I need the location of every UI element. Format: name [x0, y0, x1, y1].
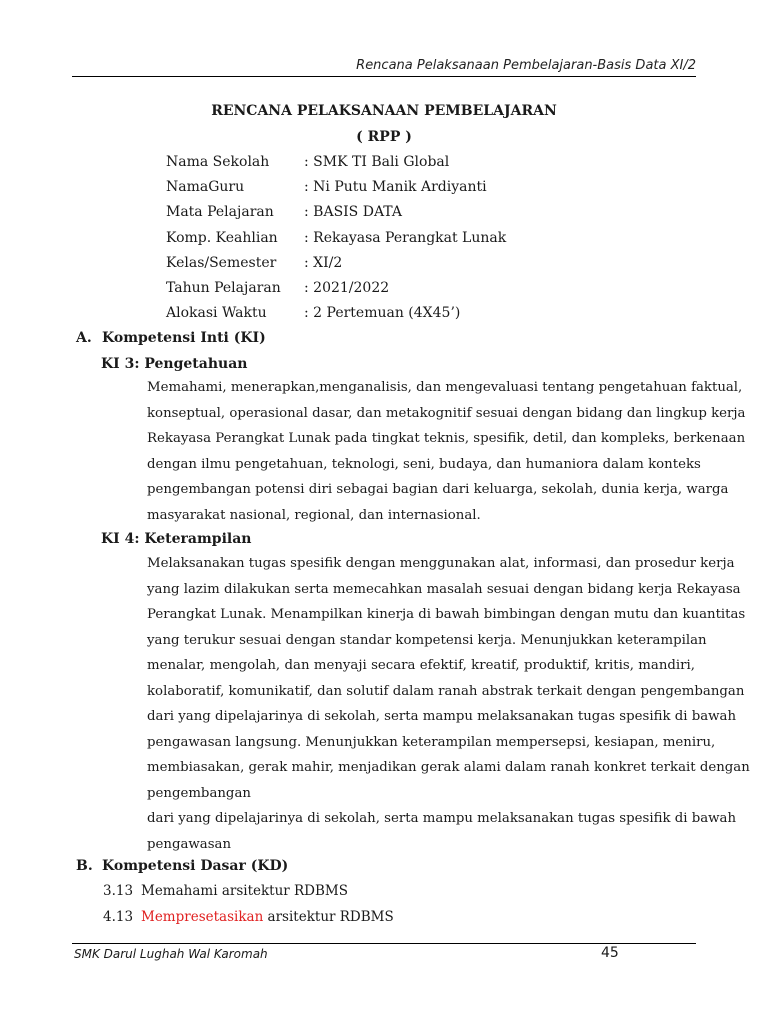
paragraph-line: Rekayasa Perangkat Lunak pada tingkat teknis, spesifik, detil, dan kompleks, berkenaan — [147, 431, 746, 446]
info-value: : 2 Pertemuan (4X45’) — [304, 305, 461, 321]
paragraph-line: menalar, mengolah, dan menyaji secara efektif, kreatif, produktif, kritis, mandiri, — [147, 658, 695, 673]
paragraph-line: konseptual, operasional dasar, dan metakognitif sesuai dengan bidang dan lingkup kerja — [147, 405, 746, 421]
paragraph-line: membiasakan, gerak mahir, menjadikan gerak alami dalam ranah konkret terkait dengan — [147, 760, 750, 775]
ki4-heading: KI 4: Keterampilan — [101, 531, 252, 547]
info-value: : XI/2 — [304, 255, 343, 271]
info-label: Komp. Keahlian — [166, 230, 278, 246]
paragraph-line: dari yang dipelajarinya di sekolah, serta mampu melaksanakan tugas spesifik di bawah — [147, 811, 737, 826]
info-value: : BASIS DATA — [304, 204, 402, 220]
section-title: Kompetensi Inti (KI) — [102, 330, 266, 346]
paragraph-line: pengawasan — [147, 836, 232, 852]
header-rule — [72, 76, 696, 77]
info-label: NamaGuru — [166, 179, 245, 195]
paragraph-line: Perangkat Lunak. Menampilkan kinerja di bawah bimbingan dengan mutu dan kuantitas — [147, 607, 746, 622]
kd-number: 4.13 — [103, 909, 134, 925]
ki4-paragraph — [147, 551, 750, 857]
info-label: Nama Sekolah — [166, 154, 270, 170]
running-header: Rencana Pelaksanaan Pembelajaran-Basis Data XI/2 — [356, 58, 696, 73]
info-label: Kelas/Semester — [166, 255, 277, 271]
paragraph-line: pengembangan potensi diri sebagai bagian dari keluarga, sekolah, dunia kerja, warga — [147, 482, 729, 497]
ki3-paragraph — [147, 375, 746, 528]
info-label: Alokasi Waktu — [166, 305, 267, 321]
info-value: : SMK TI Bali Global — [304, 154, 450, 170]
document-subtitle: ( RPP ) — [356, 129, 412, 145]
info-value: : Rekayasa Perangkat Lunak — [304, 230, 507, 246]
kd-text: arsitektur RDBMS — [263, 909, 394, 925]
paragraph-line: dari yang dipelajarinya di sekolah, serta mampu melaksanakan tugas spesifik di bawah — [147, 709, 737, 724]
kd-text: Memahami arsitektur RDBMS — [141, 883, 349, 899]
paragraph-line: yang lazim dilakukan serta memecahkan masalah sesuai dengan bidang kerja Rekayasa — [147, 581, 741, 597]
kd-number: 3.13 — [103, 883, 134, 899]
section-title: Kompetensi Dasar (KD) — [102, 858, 289, 874]
info-label: Tahun Pelajaran — [166, 280, 281, 296]
info-value: : Ni Putu Manik Ardiyanti — [304, 179, 487, 195]
paragraph-line: pengembangan — [147, 785, 251, 801]
paragraph-line: kolaboratif, komunikatif, dan solutif dalam ranah abstrak terkait dengan pengembangan — [147, 683, 745, 699]
section-letter: A. — [76, 330, 92, 346]
section-a-heading — [76, 330, 266, 346]
paragraph-line: pengawasan langsung. Menunjukkan keterampilan mempersepsi, kesiapan, meniru, — [147, 734, 716, 750]
ki3-heading: KI 3: Pengetahuan — [101, 356, 248, 372]
section-b-heading — [76, 858, 288, 874]
document-title: RENCANA PELAKSANAAN PEMBELAJARAN — [211, 103, 557, 119]
section-letter: B. — [76, 858, 93, 874]
info-label: Mata Pelajaran — [166, 204, 274, 220]
paragraph-line: masyarakat nasional, regional, dan internasional. — [147, 507, 481, 523]
paragraph-line: yang terukur sesuai dengan standar kompetensi kerja. Menunjukkan keterampilan — [147, 632, 707, 648]
paragraph-line: Memahami, menerapkan,menganalisis, dan mengevaluasi tentang pengetahuan faktual, — [147, 380, 743, 395]
page-number: 45 — [601, 945, 619, 961]
paragraph-line: Melaksanakan tugas spesifik dengan menggunakan alat, informasi, dan prosedur kerja — [147, 556, 735, 571]
kd-item — [103, 909, 394, 925]
paragraph-line: dengan ilmu pengetahuan, teknologi, seni, budaya, dan humaniora dalam konteks — [147, 456, 701, 472]
footer-rule — [72, 943, 696, 944]
info-value: : 2021/2022 — [304, 280, 390, 296]
footer-school: SMK Darul Lughah Wal Karomah — [74, 947, 268, 961]
kd-highlighted-word: Mempresetasikan — [141, 909, 264, 925]
kd-item — [103, 883, 348, 899]
